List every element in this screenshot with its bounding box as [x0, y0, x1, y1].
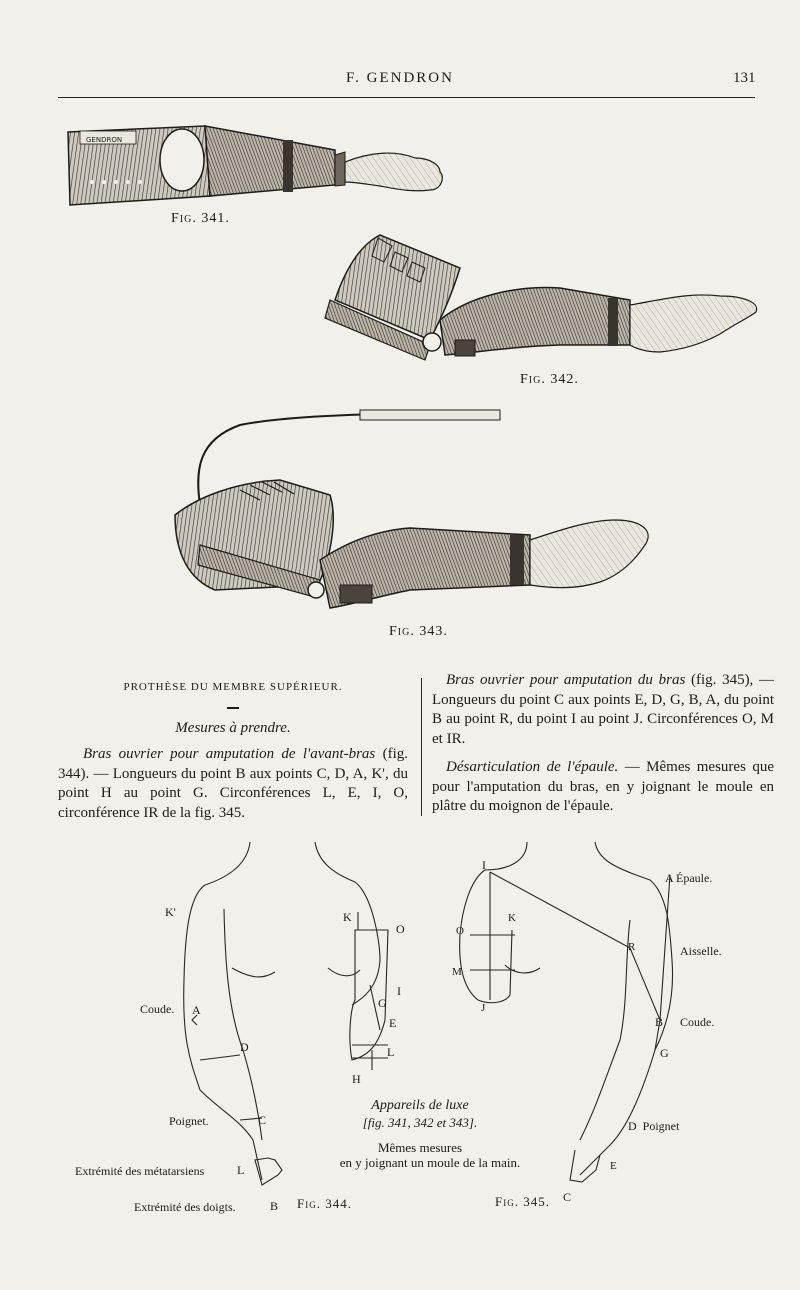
section-title: PROTHÈSE DU MEMBRE SUPÉRIEUR. [123, 681, 343, 693]
left-paragraph-text: (fig. 344). — Longueurs du point B aux points C, D, A, K', du point H au point G. Circonférences L, E, I, O, circonférence IR de la fig. 345. [58, 746, 408, 821]
fig-345-label-k: K [508, 912, 516, 924]
right-paragraph-1-italic: Bras ouvrier pour amputation du bras [446, 672, 686, 688]
fig-344-label-k: K [343, 910, 352, 924]
fig-345-label-j: J [481, 1002, 486, 1014]
fig-344-label-h: H [352, 1072, 361, 1086]
fig-344-label-g: G [378, 996, 387, 1010]
right-paragraph-2 [432, 758, 774, 817]
left-paragraph-italic: Bras ouvrier pour amputation de l'avant-bras [83, 746, 376, 762]
fig-345-label-d-poignet: D Poignet [628, 1119, 680, 1133]
fig-345-label-e: E [610, 1160, 617, 1172]
fig-345-label-o: O [456, 925, 464, 937]
fig-344-label-coude: Coude. [140, 1002, 175, 1016]
luxe-note-title: Appareils de luxe [371, 1098, 469, 1113]
luxe-note-line1: Mêmes mesures [377, 1140, 463, 1155]
fig-345-label-r: R [628, 941, 636, 953]
column-divider [421, 678, 422, 816]
fig-345-label-coude: Coude. [680, 1015, 715, 1029]
left-paragraph [58, 745, 408, 823]
right-paragraph-1 [432, 671, 774, 749]
fig-344-label-l1: L [237, 1163, 245, 1177]
section-subtitle: Mesures à prendre. [175, 720, 291, 736]
fig-342-caption: Fig. 342. [520, 372, 579, 387]
fig-345-label-m: M [452, 966, 462, 978]
fig-341-prosthesis [68, 126, 442, 205]
right-paragraph-2-italic: Désarticulation de l'épaule. [446, 759, 619, 775]
fig-344-label-o: O [396, 922, 405, 936]
fig-344-label-b: B [270, 1199, 279, 1213]
section-title-dash [227, 707, 239, 709]
fig-344-caption: Fig. 344. [297, 1196, 352, 1211]
fig-345-label-aisselle: Aisselle. [680, 944, 722, 958]
page-number: 131 [733, 70, 756, 86]
fig-344-label-i: I [397, 984, 401, 998]
fig-342-prosthesis [325, 235, 757, 360]
fig-344-label-doigts: Extrémité des doigts. [134, 1200, 236, 1214]
fig-344-label-c: C [258, 1113, 267, 1127]
fig-344-label-k-prime: K' [165, 905, 176, 919]
fig-344-label-poignet: Poignet. [169, 1114, 209, 1128]
fig-345-label-a-epaule: A Épaule. [665, 871, 713, 885]
fig-344-label-a: A [192, 1003, 201, 1017]
fig-343-caption: Fig. 343. [389, 624, 448, 639]
fig-344-label-e: E [389, 1016, 397, 1030]
right-paragraph-1-text: (fig. 345), — Longueurs du point C aux points E, D, G, B, A, du point B au point R, du point I au point J. Circonférences O, M et IR. [432, 672, 774, 747]
fig-341-engraving-text: GENDRON [86, 136, 123, 144]
luxe-note-refs: [fig. 341, 342 et 343]. [362, 1115, 478, 1130]
fig-345-label-g: G [660, 1046, 669, 1060]
fig-341-caption: Fig. 341. [171, 211, 230, 226]
running-header-author: F. GENDRON [346, 70, 454, 86]
fig-343-prosthesis [175, 410, 648, 608]
fig-345-label-b: B [655, 1015, 664, 1029]
fig-345-caption-letter: C [563, 1190, 572, 1204]
right-paragraph-2-text: — Mêmes mesures que pour l'amputation du bras, en y joignant le moule en plâtre du moignon de l'épaule. [432, 759, 774, 814]
fig-344-label-metatarsiens: Extrémité des métatarsiens [75, 1164, 205, 1178]
fig-344-diagram [184, 842, 388, 1185]
fig-345-caption: Fig. 345. [495, 1194, 550, 1209]
fig-344-label-l2: L [387, 1045, 395, 1059]
luxe-note-line2: en y joignant un moule de la main. [339, 1155, 521, 1170]
fig-345-label-i: I [482, 858, 486, 872]
fig-344-label-d: D [240, 1040, 249, 1054]
